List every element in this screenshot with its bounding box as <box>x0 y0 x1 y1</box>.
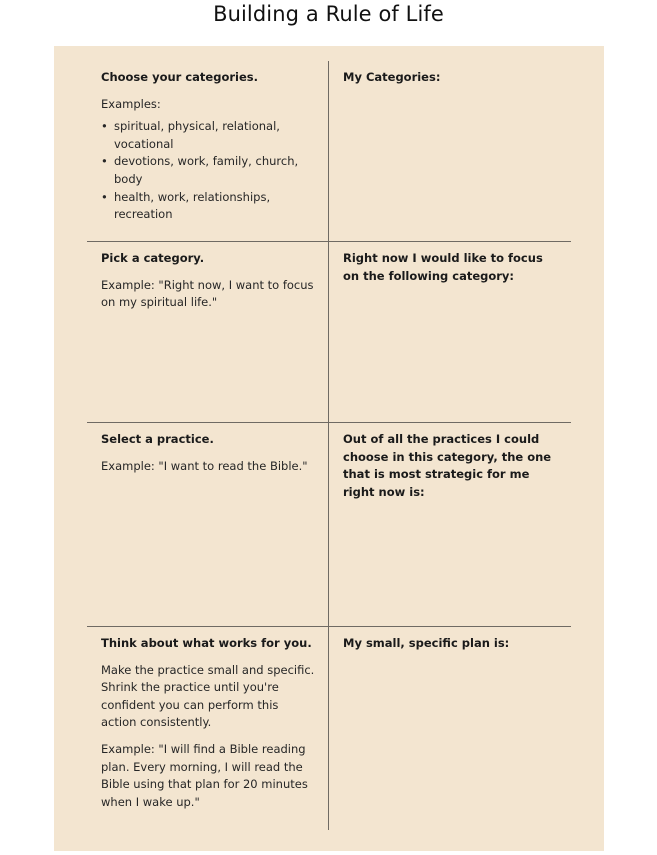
list-item: • health, work, relationships, recreation <box>114 189 315 224</box>
cell-body-text: Make the practice small and specific. Shrink the practice until you're confident you can perform this action consistently. <box>101 662 315 730</box>
cell-example-text: Example: "I will find a Bible reading plan. Every morning, I will read the Bible using that plan for 20 minutes when I wake up." <box>101 741 308 809</box>
page-title: Building a Rule of Life <box>213 2 444 26</box>
row-divider-1 <box>87 241 571 242</box>
cell-heading: Select a practice. <box>101 432 214 446</box>
cell-what-works <box>101 635 315 811</box>
cell-heading: Right now I would like to focus on the following category: <box>343 251 543 283</box>
list-item: • spiritual, physical, relational, vocational <box>114 118 315 153</box>
cell-example-text: Example: "Right now, I want to focus on my spiritual life." <box>101 277 314 310</box>
cell-pick-category <box>101 250 315 312</box>
row-divider-2 <box>87 422 571 423</box>
cell-specific-plan[interactable] <box>343 635 555 653</box>
cell-example-text: Example: "I want to read the Bible." <box>101 458 308 473</box>
cell-heading: My Categories: <box>343 70 441 84</box>
cell-heading: My small, specific plan is: <box>343 636 510 650</box>
cell-heading: Choose your categories. <box>101 70 258 84</box>
row-divider-3 <box>87 626 571 627</box>
cell-choose-categories <box>101 69 315 224</box>
cell-heading: Think about what works for you. <box>101 636 312 650</box>
column-divider <box>328 61 329 830</box>
cell-strategic-practice[interactable] <box>343 431 555 501</box>
examples-label: Examples: <box>101 96 161 111</box>
cell-focus-category[interactable] <box>343 250 555 285</box>
cell-select-practice <box>101 431 315 475</box>
cell-my-categories[interactable] <box>343 69 555 87</box>
list-item: • devotions, work, family, church, body <box>114 153 315 188</box>
cell-heading: Pick a category. <box>101 251 205 265</box>
cell-heading: Out of all the practices I could choose in this category, the one that is most strategic for me right now is: <box>343 432 552 499</box>
examples-list <box>101 118 315 224</box>
